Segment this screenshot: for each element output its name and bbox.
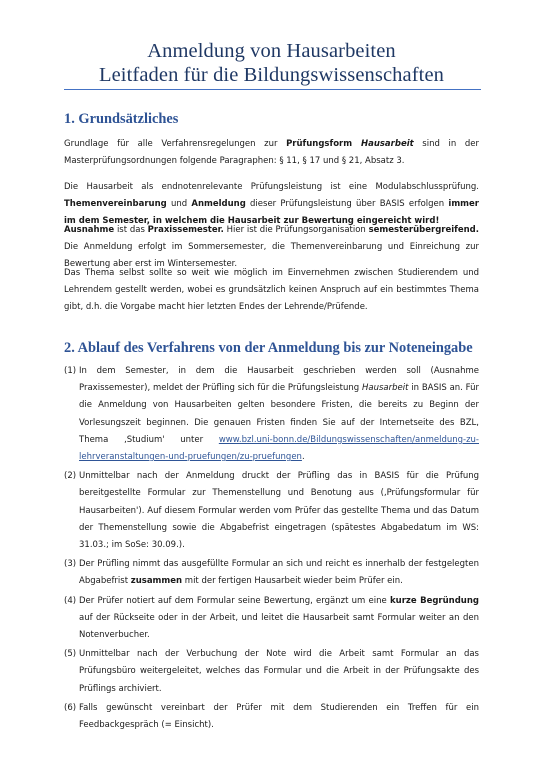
list-item-number: (4) — [64, 595, 77, 606]
text-run: Der Prüfling nimmt das ausgefüllte Formular an sich und reicht es innerhalb der festgelegten Abgabefrist — [79, 559, 479, 587]
text-run: in BASIS an. Für die Anmeldung von Hausarbeiten gelten besondere Fristen, die bereits zu Beginn der Vorlesungszeit beginnen. Die genauen Fristen finden Sie auf der Internetseite des BZL, Thema ‚Studium' unter — [79, 383, 479, 445]
bzl-exam-info-link[interactable]: www.bzl.uni-bonn.de/Bildungswissenschaften/anmeldung-zu-lehrveranstaltungen-und-pruefungen/zu-pruefungen — [79, 434, 479, 463]
text-run: Falls gewünscht vereinbart der Prüfer mit dem Studierenden ein Treffen für ein Feedbackgespräch (= Einsicht). — [79, 702, 479, 731]
text-run: dieser Prüfungsleistung über BASIS erfolgen — [245, 199, 449, 210]
list-item — [64, 363, 479, 466]
list-item-number: (1) — [64, 366, 77, 376]
text-run: Der Prüfer notiert auf dem Formular seine Bewertung, ergänzt um eine — [79, 595, 390, 606]
emphasis-bold: kurze Begründung — [390, 595, 479, 606]
text-run: Unmittelbar nach der Anmeldung druckt der Prüfling das in BASIS für die Prüfung bereitgestellte Formular zur Themenstellung und Benotung aus (‚Prüfungsformular für Hausarbeiten'). Auf diesem Formular werden vom Prüfer das gestellte Thema und das Datum der Themenstellung sowie die Abgabefrist eingetragen (spätestes Abgabedatum im WS: 31.03.; im SoSe: 30.09.). — [79, 471, 479, 551]
list-item-number: (6) — [64, 702, 77, 713]
section-1-paragraph-4: Das Thema selbst sollte so weit wie möglich im Einvernehmen zwischen Studierendem und Lehrendem gestellt werden, wobei es grundsätzlich keinen Anspruch auf ein bestimmtes Thema gibt, d.h. die Vorgabe macht hier letzten Endes der Lehrende/Prüfende. — [64, 268, 479, 313]
list-item — [64, 593, 479, 645]
list-item-number: (3) — [64, 559, 77, 570]
text-run: Die Hausarbeit als endnotenrelevante Prüfungsleistung ist eine Modulabschlussprüfung. — [64, 182, 479, 192]
emphasis-bold: Prüfungsform — [286, 139, 361, 149]
section-2-heading: 2. Ablauf des Verfahrens von der Anmeldung bis zur Noteneingabe — [64, 340, 473, 356]
section-1-paragraph-1 — [64, 136, 479, 170]
emphasis-bold: Themenvereinbarung — [64, 199, 167, 210]
emphasis-bold: semesterübergreifend. — [368, 225, 479, 235]
list-item — [64, 646, 479, 698]
procedure-list — [64, 363, 479, 736]
emphasis-bold-italic: Hausarbeit — [360, 139, 414, 149]
emphasis-bold: Anmeldung — [191, 199, 246, 210]
list-item — [64, 556, 479, 590]
text-run: Unmittelbar nach der Verbuchung der Note wird die Arbeit samt Formular an das Prüfungsbüro weitergeleitet, welches das Formular und die Arbeit in der Prüfungsakte des Prüflings archiviert. — [79, 649, 479, 694]
section-1-heading: 1. Grundsätzliches — [64, 111, 179, 127]
emphasis-bold: zusammen — [130, 576, 183, 587]
emphasis-italic: Hausarbeit — [362, 383, 409, 394]
emphasis-bold: Ausnahme — [64, 225, 115, 235]
list-item-number: (5) — [64, 649, 77, 660]
emphasis-bold: immer im dem Semester, in welchem die Hausarbeit zur Bewertung eingereicht wird! — [64, 199, 479, 227]
text-run: In dem Semester, in dem die Hausarbeit geschrieben werden soll (Ausnahme Praxissemester), meldet der Prüfling sich für die Prüfungsleistung — [79, 366, 479, 394]
list-item — [64, 468, 479, 554]
text-run: Die Anmeldung erfolgt im Sommersemester, die Themenvereinbarung und Einreichung zur Bewertung aber erst im Wintersemester. — [64, 242, 479, 270]
document-title-line-2: Leitfaden für die Bildungswissenschaften — [98, 64, 444, 86]
list-item-number: (2) — [64, 471, 77, 482]
emphasis-bold: Praxissemester. — [147, 225, 224, 235]
text-run: . — [301, 452, 305, 463]
text-run: auf der Rückseite oder in der Arbeit, und leitet die Hausarbeit samt Formular weiter an den Notenverbucher. — [79, 612, 479, 641]
list-item — [64, 700, 479, 734]
document-title-line-1: Anmeldung von Hausarbeiten — [147, 40, 396, 62]
text-run: mit der fertigen Hausarbeit wieder beim Prüfer ein. — [182, 576, 403, 587]
text-run: Grundlage für alle Verfahrensregelungen zur — [64, 139, 287, 149]
text-run: Hier ist die Prüfungsorganisation — [223, 225, 369, 235]
text-run: sind in der Masterprüfungsordnungen folgende Paragraphen: § 11, § 17 und § 21, Absatz 3. — [64, 139, 479, 167]
text-run: und — [166, 199, 192, 210]
title-divider — [64, 89, 481, 90]
text-run: ist das — [114, 225, 148, 235]
